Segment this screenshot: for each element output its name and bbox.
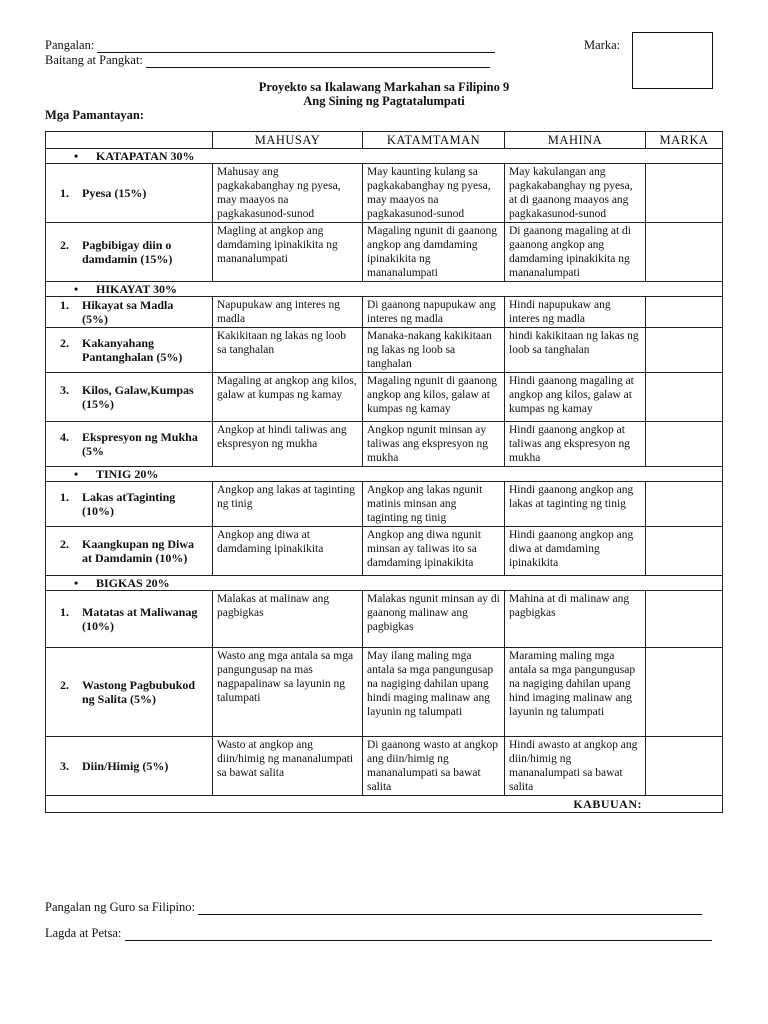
mahusay-cell: Napupukaw ang interes ng madla: [213, 297, 363, 328]
criterion-text: Lakas atTaginting (10%): [82, 490, 176, 518]
total-row: [46, 796, 723, 813]
section-title-text: TINIG 20%: [96, 467, 159, 481]
table-row: [46, 297, 723, 328]
criterion-number: 4.: [60, 430, 69, 444]
marka-cell[interactable]: [646, 422, 723, 467]
mahina-cell: May kakulangan ang pagkakabanghay ng pyesa, at di gaanong maayos ang pagkakasunod-sunod: [505, 164, 646, 223]
criterion-number: 2.: [60, 537, 69, 551]
header-katamtaman: KATAMTAMAN: [363, 132, 505, 149]
mahina-cell: Di gaanong magaling at di gaanong angkop ang damdaming ipinakikita ng mananalumpati: [505, 223, 646, 282]
mahusay-cell: Wasto at angkop ang diin/himig ng mananalumpati sa bawat salita: [213, 737, 363, 796]
criterion-text: Kilos, Galaw,Kumpas (15%): [82, 383, 194, 411]
criterion-text: Matatas at Maliwanag (10%): [82, 605, 198, 633]
criterion-number: 3.: [60, 759, 69, 773]
section-title: [46, 467, 723, 482]
criterion-text: Kakanyahang Pantanghalan (5%): [82, 336, 183, 364]
marka-cell[interactable]: [646, 373, 723, 422]
katamtaman-cell: Angkop ang lakas ngunit matinis minsan ang taginting ng tinig: [363, 482, 505, 527]
table-row: [46, 164, 723, 223]
name-line: [45, 38, 495, 53]
rubric-table: [45, 131, 723, 813]
mahusay-cell: Kakikitaan ng lakas ng loob sa tanghalan: [213, 328, 363, 373]
katamtaman-cell: Di gaanong wasto at angkop ang diin/himig ng mananalumpati sa bawat salita: [363, 737, 505, 796]
criterion-number: 2.: [60, 238, 69, 252]
mahina-cell: Hindi gaanong magaling at angkop ang kilos, galaw at kumpas ng kamay: [505, 373, 646, 422]
score-label: Marka:: [584, 38, 621, 52]
mahusay-cell: Malakas at malinaw ang pagbigkas: [213, 591, 363, 648]
marka-cell[interactable]: [646, 297, 723, 328]
name-field[interactable]: [97, 41, 495, 53]
bullet-icon: •: [74, 282, 79, 296]
criterion-number: 1.: [60, 490, 69, 504]
marka-cell[interactable]: [646, 648, 723, 737]
criterion-cell: [46, 297, 213, 328]
mahusay-cell: Angkop ang diwa at damdaming ipinakikita: [213, 527, 363, 576]
bullet-icon: •: [74, 576, 79, 590]
marka-cell[interactable]: [646, 164, 723, 223]
criterion-cell: [46, 482, 213, 527]
criterion-cell: [46, 527, 213, 576]
name-label: Pangalan:: [45, 38, 95, 52]
header-criterion: [46, 132, 213, 149]
table-row: [46, 591, 723, 648]
criterion-number: 3.: [60, 383, 69, 397]
criterion-cell: [46, 648, 213, 737]
criterion-number: 2.: [60, 678, 69, 692]
criterion-number: 1.: [60, 298, 69, 312]
bullet-icon: •: [74, 467, 79, 481]
criterion-text: Pyesa (15%): [82, 186, 147, 200]
criterion-cell: [46, 373, 213, 422]
criterion-text: Kaangkupan ng Diwa at Damdamin (10%): [82, 537, 195, 565]
criterion-text: Hikayat sa Madla (5%): [82, 298, 174, 326]
table-row: [46, 223, 723, 282]
katamtaman-cell: Magaling ngunit di gaanong angkop ang kilos, galaw at kumpas ng kamay: [363, 373, 505, 422]
marka-cell[interactable]: [646, 223, 723, 282]
mahusay-cell: Magling at angkop ang damdaming ipinakikita ng mananalumpati: [213, 223, 363, 282]
marka-cell[interactable]: [646, 737, 723, 796]
criterion-text: Wastong Pagbubukod ng Salita (5%): [82, 678, 196, 706]
katamtaman-cell: May kaunting kulang sa pagkakabanghay ng pyesa, may maayos na pagkakasunod-sunod: [363, 164, 505, 223]
criterion-cell: [46, 223, 213, 282]
signature-line: [45, 926, 712, 941]
katamtaman-cell: Angkop ngunit minsan ay taliwas ang ekspresyon ng mukha: [363, 422, 505, 467]
grade-label: Baitang at Pangkat:: [45, 53, 143, 67]
criterion-cell: [46, 591, 213, 648]
table-row: [46, 482, 723, 527]
mahina-cell: Maraming maling mga antala sa mga pangungusap na nagiging dahilan upang hind imaging malinaw ang layunin ng talumpati: [505, 648, 646, 737]
section-row: [46, 467, 723, 482]
mahina-cell: Hindi gaanong angkop at taliwas ang ekspresyon ng mukha: [505, 422, 646, 467]
table-row: [46, 328, 723, 373]
mahina-cell: hindi kakikitaan ng lakas ng loob sa tanghalan: [505, 328, 646, 373]
mahusay-cell: Angkop ang lakas at taginting ng tinig: [213, 482, 363, 527]
grade-line: [45, 53, 490, 68]
table-row: [46, 648, 723, 737]
grade-field[interactable]: [146, 56, 490, 68]
criterion-number: 1.: [60, 605, 69, 619]
section-title: [46, 576, 723, 591]
table-row: [46, 737, 723, 796]
document-subtitle: Ang Sining ng Pagtatalumpati: [303, 94, 465, 108]
section-row: [46, 149, 723, 164]
section-title: [46, 149, 723, 164]
teacher-line: [45, 900, 702, 915]
katamtaman-cell: Malakas ngunit minsan ay di gaanong malinaw ang pagbigkas: [363, 591, 505, 648]
katamtaman-cell: Manaka-nakang kakikitaan ng lakas ng loob sa tanghalan: [363, 328, 505, 373]
criterion-text: Ekspresyon ng Mukha (5%: [82, 430, 198, 458]
criterion-cell: [46, 737, 213, 796]
katamtaman-cell: Magaling ngunit di gaanong angkop ang damdaming ipinakikita ng mananalumpati: [363, 223, 505, 282]
teacher-field[interactable]: [198, 903, 702, 915]
section-title-text: BIGKAS 20%: [96, 576, 170, 590]
section-title-text: KATAPATAN 30%: [96, 149, 195, 163]
marka-cell[interactable]: [646, 482, 723, 527]
section-row: [46, 282, 723, 297]
signature-field[interactable]: [125, 929, 712, 941]
header-mahusay: MAHUSAY: [213, 132, 363, 149]
marka-cell[interactable]: [646, 328, 723, 373]
katamtaman-cell: May ilang maling mga antala sa mga pangungusap na nagiging dahilan upang hindi maging malinaw ang layunin ng talumpati: [363, 648, 505, 737]
marka-cell[interactable]: [646, 591, 723, 648]
document-title: Proyekto sa Ikalawang Markahan sa Filipino 9: [258, 80, 510, 94]
criterion-number: 1.: [60, 186, 69, 200]
mahusay-cell: Mahusay ang pagkakabanghay ng pyesa, may maayos na pagkakasunod-sunod: [213, 164, 363, 223]
header-mahina: MAHINA: [505, 132, 646, 149]
total-label: KABUUAN:: [46, 796, 723, 813]
mahina-cell: Hindi awasto at angkop ang diin/himig ng mananalumpati sa bawat salita: [505, 737, 646, 796]
bullet-icon: •: [74, 149, 79, 163]
mahina-cell: Mahina at di malinaw ang pagbigkas: [505, 591, 646, 648]
mahusay-cell: Wasto ang mga antala sa mga pangungusap na mas nagpapalinaw sa layunin ng talumpati: [213, 648, 363, 737]
katamtaman-cell: Angkop ang diwa ngunit minsan ay taliwas ito sa damdaming ipinakikita: [363, 527, 505, 576]
criterion-number: 2.: [60, 336, 69, 350]
teacher-label: Pangalan ng Guro sa Filipino:: [45, 900, 195, 914]
section-row: [46, 576, 723, 591]
mahina-cell: Hindi gaanong angkop ang lakas at taginting ng tinig: [505, 482, 646, 527]
mahina-cell: Hindi napupukaw ang interes ng madla: [505, 297, 646, 328]
mahusay-cell: Angkop at hindi taliwas ang ekspresyon ng mukha: [213, 422, 363, 467]
criterion-cell: [46, 328, 213, 373]
section-title: [46, 282, 723, 297]
marka-cell[interactable]: [646, 527, 723, 576]
mahina-cell: Hindi gaanong angkop ang diwa at damdaming ipinakikita: [505, 527, 646, 576]
mahusay-cell: Magaling at angkop ang kilos, galaw at kumpas ng kamay: [213, 373, 363, 422]
table-row: [46, 527, 723, 576]
criterion-cell: [46, 422, 213, 467]
table-header-row: [46, 132, 723, 149]
table-row: [46, 373, 723, 422]
criterion-text: Diin/Himig (5%): [82, 759, 169, 773]
katamtaman-cell: Di gaanong napupukaw ang interes ng madla: [363, 297, 505, 328]
table-row: [46, 422, 723, 467]
criterion-text: Pagbibigay diin o damdamin (15%): [82, 238, 173, 266]
signature-label: Lagda at Petsa:: [45, 926, 122, 940]
criterion-cell: [46, 164, 213, 223]
criteria-heading: Mga Pamantayan:: [45, 108, 144, 122]
header-marka: MARKA: [646, 132, 723, 149]
section-title-text: HIKAYAT 30%: [96, 282, 178, 296]
